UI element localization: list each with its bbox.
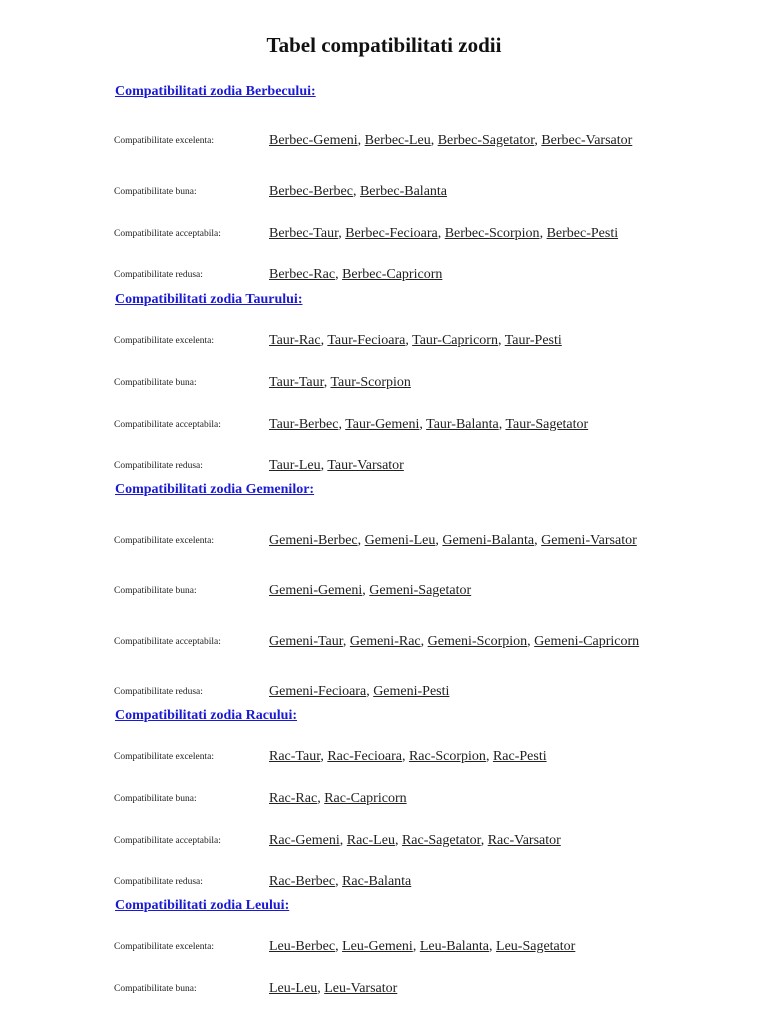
compatibility-pair-link[interactable]: Gemeni-Berbec [269,533,358,548]
section-heading[interactable]: Compatibilitati zodia Racului: [115,708,298,723]
compatibility-pairs: Taur-Taur, Taur-Scorpion [269,375,411,390]
compatibility-pairs: Taur-Leu, Taur-Varsator [269,458,404,473]
compatibility-level-label: Compatibilitate redusa: [114,687,203,697]
compatibility-pair-link[interactable]: Berbec-Fecioara [345,226,438,241]
compatibility-pair-link[interactable]: Taur-Capricorn [412,333,498,348]
compatibility-pair-link[interactable]: Gemeni-Pesti [373,684,450,699]
compatibility-pair-link[interactable]: Leu-Sagetator [496,939,576,954]
compatibility-pair-link[interactable]: Taur-Scorpion [330,375,411,390]
compatibility-level-label: Compatibilitate redusa: [114,270,203,280]
compatibility-pair-link[interactable]: Leu-Gemeni [342,939,413,954]
compatibility-pair-link[interactable]: Taur-Rac [269,333,321,348]
compatibility-level-label: Compatibilitate acceptabila: [114,637,221,647]
compatibility-level-label: Compatibilitate acceptabila: [114,229,221,239]
compatibility-pairs: Berbec-Berbec, Berbec-Balanta [269,184,448,199]
compatibility-pair-link[interactable]: Taur-Leu [269,458,321,473]
compatibility-level-label: Compatibilitate buna: [114,187,197,197]
compatibility-pair-link[interactable]: Rac-Berbec [269,874,336,889]
section-heading[interactable]: Compatibilitati zodia Taurului: [115,292,303,307]
page-title: Tabel compatibilitati zodii [266,33,502,57]
compatibility-level-label: Compatibilitate acceptabila: [114,420,221,430]
compatibility-level-label: Compatibilitate buna: [114,586,197,596]
compatibility-pair-link[interactable]: Gemeni-Balanta [442,533,535,548]
compatibility-pair-link[interactable]: Gemeni-Capricorn [534,634,640,649]
compatibility-pairs: Rac-Berbec, Rac-Balanta [269,874,412,889]
compatibility-pair-link[interactable]: Rac-Rac [269,791,318,806]
compatibility-pair-link[interactable]: Berbec-Taur [269,226,339,241]
compatibility-pair-link[interactable]: Berbec-Berbec [269,184,353,199]
compatibility-level-label: Compatibilitate excelenta: [114,942,214,952]
compatibility-pair-link[interactable]: Rac-Pesti [492,749,547,764]
compatibility-pair-link[interactable]: Rac-Taur [269,749,321,764]
compatibility-pair-link[interactable]: Taur-Pesti [504,333,562,348]
compatibility-pairs: Leu-Leu, Leu-Varsator [269,981,398,996]
compatibility-pair-link[interactable]: Gemeni-Leu [364,533,436,548]
compatibility-level-label: Compatibilitate redusa: [114,461,203,471]
compatibility-pair-link[interactable]: Leu-Balanta [419,939,490,954]
compatibility-level-label: Compatibilitate redusa: [114,877,203,887]
section-heading[interactable]: Compatibilitati zodia Gemenilor: [115,482,315,497]
compatibility-level-label: Compatibilitate excelenta: [114,336,214,346]
compatibility-pair-link[interactable]: Taur-Gemeni [345,417,420,432]
compatibility-pairs: Taur-Berbec, Taur-Gemeni, Taur-Balanta, Taur-Sagetator [269,417,589,432]
compatibility-pair-link[interactable]: Taur-Balanta [426,417,499,432]
compatibility-level-label: Compatibilitate buna: [114,794,197,804]
compatibility-pair-link[interactable]: Berbec-Rac [269,267,336,282]
section-heading[interactable]: Compatibilitati zodia Berbecului: [115,84,316,99]
compatibility-pair-link[interactable]: Rac-Sagetator [401,833,481,848]
compatibility-pair-link[interactable]: Berbec-Capricorn [342,267,443,282]
compatibility-pair-link[interactable]: Gemeni-Fecioara [269,684,367,699]
compatibility-pair-link[interactable]: Rac-Leu [346,833,395,848]
compatibility-pairs: Rac-Gemeni, Rac-Leu, Rac-Sagetator, Rac-Varsator [269,833,561,848]
compatibility-pair-link[interactable]: Rac-Gemeni [269,833,340,848]
compatibility-pair-link[interactable]: Gemeni-Taur [269,634,343,649]
compatibility-pair-link[interactable]: Gemeni-Rac [349,634,421,649]
compatibility-pair-link[interactable]: Berbec-Scorpion [444,226,540,241]
compatibility-pair-link[interactable]: Rac-Varsator [487,833,561,848]
compatibility-pair-link[interactable]: Rac-Fecioara [327,749,402,764]
compatibility-pair-link[interactable]: Rac-Balanta [342,874,412,889]
compatibility-pairs: Berbec-Taur, Berbec-Fecioara, Berbec-Scorpion, Berbec-Pesti [269,226,619,241]
compatibility-level-label: Compatibilitate buna: [114,378,197,388]
compatibility-pair-link[interactable]: Taur-Berbec [269,417,339,432]
compatibility-pair-link[interactable]: Leu-Berbec [269,939,336,954]
compatibility-pair-link[interactable]: Gemeni-Varsator [541,533,637,548]
compatibility-pairs: Rac-Rac, Rac-Capricorn [269,791,407,806]
compatibility-level-label: Compatibilitate acceptabila: [114,836,221,846]
compatibility-pair-link[interactable]: Leu-Leu [269,981,318,996]
compatibility-pair-link[interactable]: Berbec-Leu [364,133,431,148]
compatibility-pair-link[interactable]: Taur-Taur [269,375,324,390]
compatibility-pair-link[interactable]: Taur-Varsator [327,458,404,473]
compatibility-pairs: Taur-Rac, Taur-Fecioara, Taur-Capricorn, Taur-Pesti [269,333,562,348]
compatibility-pair-link[interactable]: Taur-Fecioara [327,333,406,348]
compatibility-pair-link[interactable]: Leu-Varsator [324,981,398,996]
compatibility-level-label: Compatibilitate excelenta: [114,752,214,762]
compatibility-pairs: Berbec-Rac, Berbec-Capricorn [269,267,443,282]
compatibility-pairs: Gemeni-Fecioara, Gemeni-Pesti [269,684,450,699]
compatibility-pair-link[interactable]: Gemeni-Scorpion [427,634,528,649]
compatibility-pair-link[interactable]: Rac-Capricorn [324,791,407,806]
compatibility-pair-link[interactable]: Gemeni-Gemeni [269,583,363,598]
compatibility-level-label: Compatibilitate excelenta: [114,536,214,546]
section-heading[interactable]: Compatibilitati zodia Leului: [115,898,290,913]
compatibility-pairs: Gemeni-Berbec, Gemeni-Leu, Gemeni-Balanta, Gemeni-Varsator [269,533,637,548]
compatibility-pairs: Leu-Berbec, Leu-Gemeni, Leu-Balanta, Leu-Sagetator [269,939,576,954]
compatibility-pairs: Berbec-Gemeni, Berbec-Leu, Berbec-Sagetator, Berbec-Varsator [269,133,633,148]
compatibility-pair-link[interactable]: Berbec-Sagetator [437,133,535,148]
compatibility-pair-link[interactable]: Berbec-Balanta [359,184,448,199]
compatibility-pair-link[interactable]: Taur-Sagetator [505,417,589,432]
compatibility-level-label: Compatibilitate buna: [114,984,197,994]
compatibility-pair-link[interactable]: Rac-Scorpion [408,749,486,764]
compatibility-pairs: Gemeni-Taur, Gemeni-Rac, Gemeni-Scorpion, Gemeni-Capricorn [269,634,640,649]
compatibility-pair-link[interactable]: Berbec-Varsator [541,133,633,148]
compatibility-pairs: Rac-Taur, Rac-Fecioara, Rac-Scorpion, Rac-Pesti [269,749,547,764]
compatibility-pair-link[interactable]: Gemeni-Sagetator [369,583,472,598]
compatibility-pair-link[interactable]: Berbec-Pesti [546,226,619,241]
compatibility-pairs: Gemeni-Gemeni, Gemeni-Sagetator [269,583,472,598]
compatibility-pair-link[interactable]: Berbec-Gemeni [269,133,358,148]
compatibility-level-label: Compatibilitate excelenta: [114,136,214,146]
